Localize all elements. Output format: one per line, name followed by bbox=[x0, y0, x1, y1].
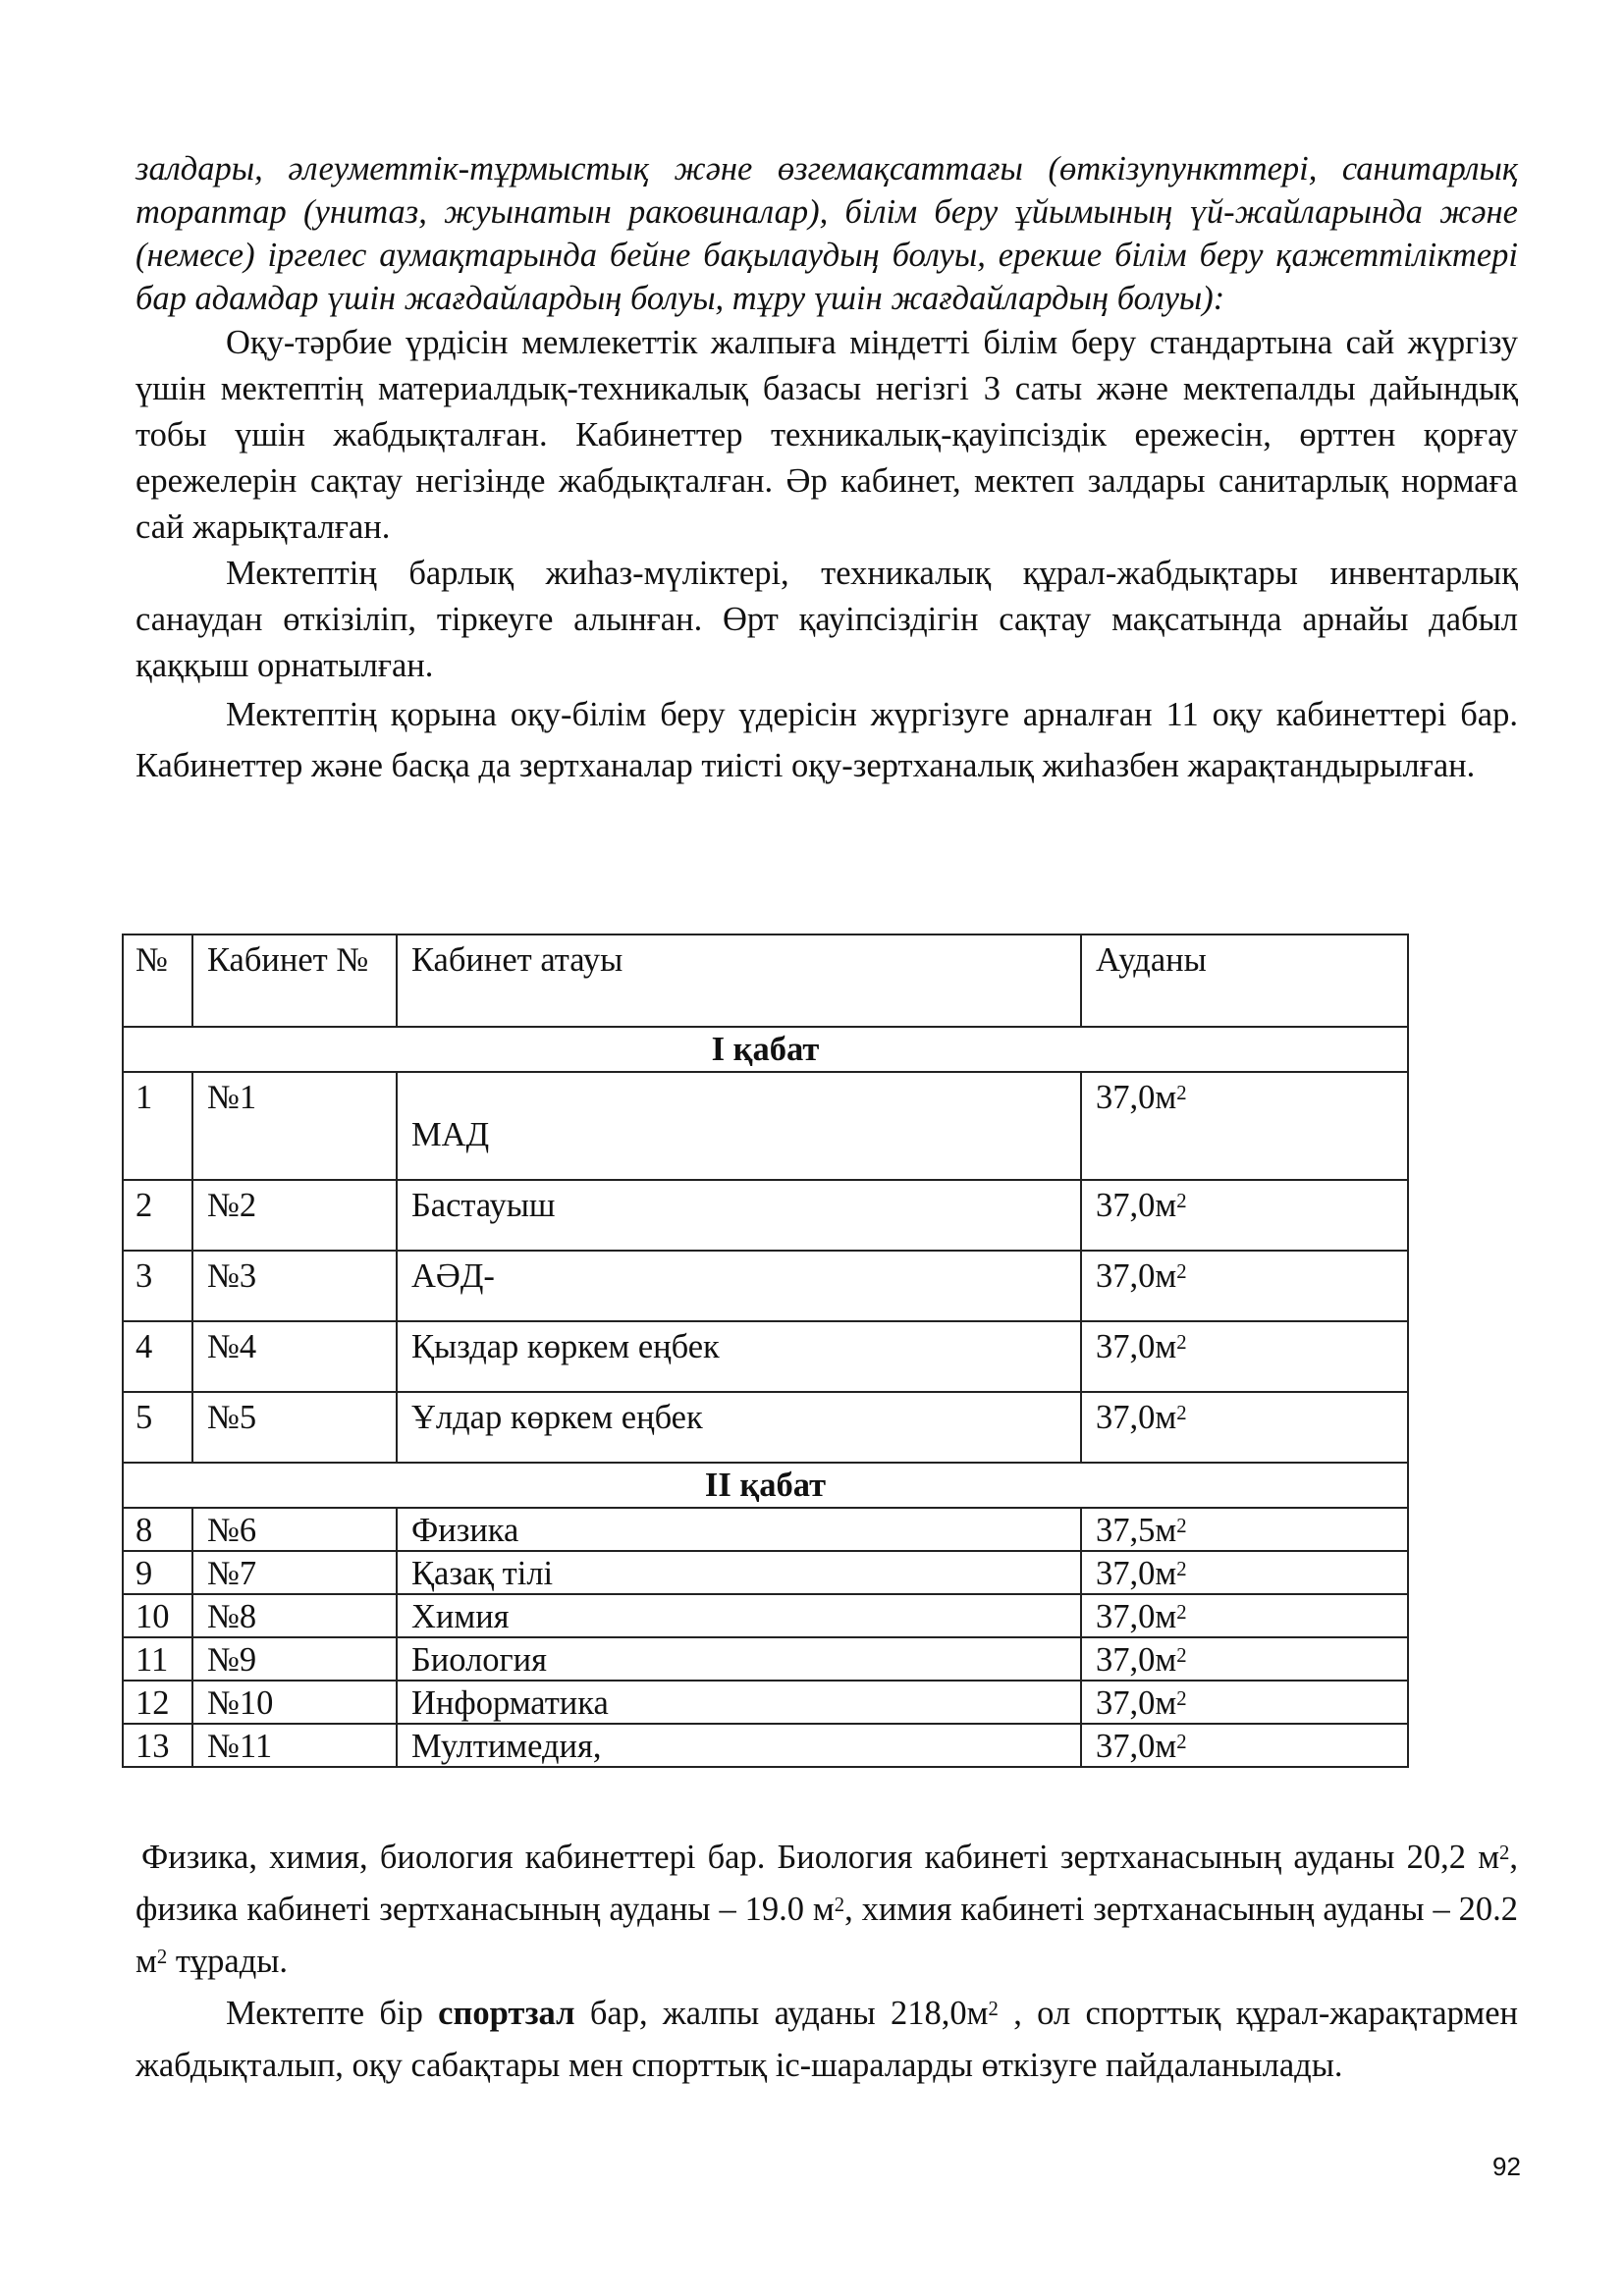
table-row bbox=[123, 1551, 1408, 1594]
sport-text-3: , ол спорттық құрал-жарақтармен жабдықталып, оқу сабақтары мен спорттық іс-шараларды өткізуге пайдаланылады. bbox=[135, 1995, 1518, 2084]
row-area bbox=[1081, 1180, 1408, 1251]
row-number: 11 bbox=[123, 1637, 192, 1681]
table-row bbox=[123, 1392, 1408, 1463]
row-number: 5 bbox=[123, 1392, 192, 1463]
header-area: Ауданы bbox=[1081, 934, 1408, 1027]
area-value: 37,0 bbox=[1096, 1555, 1156, 1592]
area-unit-power: 2 bbox=[1176, 1687, 1187, 1710]
table-row bbox=[123, 1072, 1408, 1180]
row-cabinet: №9 bbox=[192, 1637, 397, 1681]
header-cabinet-number: Кабинет № bbox=[192, 934, 397, 1027]
area-unit: м bbox=[1155, 1598, 1177, 1635]
row-name: Қыздар көркем еңбек bbox=[397, 1321, 1081, 1392]
area-unit-power: 2 bbox=[1176, 1190, 1187, 1212]
sport-text-2: бар, жалпы ауданы 218,0м bbox=[574, 1995, 989, 2032]
floor-row bbox=[123, 1027, 1408, 1072]
row-area bbox=[1081, 1508, 1408, 1551]
row-number: 2 bbox=[123, 1180, 192, 1251]
table-row bbox=[123, 1180, 1408, 1251]
labs-text-2: , физика кабинеті зертханасының ауданы – 19.0 м bbox=[135, 1839, 1518, 1928]
sport-text-1: Мектепте бір bbox=[226, 1995, 439, 2032]
cabinet-table bbox=[122, 934, 1409, 1768]
unit-power: 2 bbox=[1499, 1842, 1510, 1864]
area-value: 37,0 bbox=[1096, 1328, 1156, 1365]
sport-keyword: спортзал bbox=[438, 1995, 575, 2032]
header-cabinet-name: Кабинет атауы bbox=[397, 934, 1081, 1027]
row-area bbox=[1081, 1251, 1408, 1321]
row-name: Қазақ тілі bbox=[397, 1551, 1081, 1594]
row-area bbox=[1081, 1724, 1408, 1767]
row-name: Ұлдар көркем еңбек bbox=[397, 1392, 1081, 1463]
area-unit-power: 2 bbox=[1176, 1082, 1187, 1104]
row-name: Химия bbox=[397, 1594, 1081, 1637]
area-unit-power: 2 bbox=[1176, 1558, 1187, 1580]
paragraph-equipment: Оқу-тәрбие үрдісін мемлекеттік жалпыға міндетті білім беру стандартына сай жүргізу үшін мектептің материалдық-техникалық базасы негізгі 3 саты және мектепалды дайындық тобы үшін жабдықталған. Кабинеттер техникалық-қауіпсіздік ережесін, өрттен қорғау ережелерін сақтау негізінде жабдықталған. Әр кабинет, мектеп залдары санитарлық нормаға сай жарықталған. bbox=[135, 324, 1518, 546]
row-number: 9 bbox=[123, 1551, 192, 1594]
row-cabinet: №10 bbox=[192, 1681, 397, 1724]
area-value: 37,0 bbox=[1096, 1728, 1156, 1765]
area-unit: м bbox=[1155, 1187, 1177, 1224]
row-name: Информатика bbox=[397, 1681, 1081, 1724]
table-row bbox=[123, 1637, 1408, 1681]
unit-power: 2 bbox=[156, 1946, 168, 1968]
row-name: Мултимедия, bbox=[397, 1724, 1081, 1767]
unit-power: 2 bbox=[988, 1998, 999, 2020]
row-name: АӘД- bbox=[397, 1251, 1081, 1321]
row-cabinet: №6 bbox=[192, 1508, 397, 1551]
area-value: 37,0 bbox=[1096, 1684, 1156, 1722]
paragraph-intro: залдары, әлеуметтік-тұрмыстық және өзгемақсаттағы (өткізупункттері, санитарлық тораптар (унитаз, жуынатын раковиналар), білім беру ұйымының үй-жайларында және (немесе) іргелес аумақтарында бейне бақылаудың болуы, ерекше білім беру қажеттіліктері бар адамдар үшін жағдайлардың болуы, тұру үшін жағдайлардың болуы): bbox=[135, 150, 1518, 317]
row-cabinet: №3 bbox=[192, 1251, 397, 1321]
row-cabinet: №2 bbox=[192, 1180, 397, 1251]
table-row bbox=[123, 1321, 1408, 1392]
labs-text-4: тұрады. bbox=[167, 1943, 289, 1980]
unit-power: 2 bbox=[834, 1894, 845, 1916]
area-unit: м bbox=[1155, 1512, 1177, 1549]
row-area bbox=[1081, 1321, 1408, 1392]
area-unit: м bbox=[1155, 1641, 1177, 1679]
floor-1-label: I қабат bbox=[123, 1027, 1408, 1072]
row-cabinet: №1 bbox=[192, 1072, 397, 1180]
labs-text-1: Физика, химия, биология кабинеттері бар. Биология кабинеті зертханасының ауданы 20,2 м bbox=[141, 1839, 1500, 1876]
row-number: 3 bbox=[123, 1251, 192, 1321]
row-name: Физика bbox=[397, 1508, 1081, 1551]
table-header-row bbox=[123, 934, 1408, 1027]
page-number: 92 bbox=[1492, 2152, 1521, 2181]
paragraph-sportzal bbox=[135, 1988, 1518, 2092]
area-unit: м bbox=[1155, 1328, 1177, 1365]
paragraph-labs bbox=[135, 1832, 1518, 1988]
area-value: 37,0 bbox=[1096, 1079, 1156, 1116]
row-name: Бастауыш bbox=[397, 1180, 1081, 1251]
row-area bbox=[1081, 1392, 1408, 1463]
table-row bbox=[123, 1594, 1408, 1637]
table-row bbox=[123, 1724, 1408, 1767]
area-unit: м bbox=[1155, 1728, 1177, 1765]
table-row bbox=[123, 1508, 1408, 1551]
row-cabinet: №5 bbox=[192, 1392, 397, 1463]
labs-text-3: , химия кабинеті зертханасының ауданы – 20.2 м bbox=[135, 1891, 1518, 1980]
body-text bbox=[135, 147, 1518, 791]
row-name-text: МАД bbox=[411, 1116, 490, 1153]
row-number: 4 bbox=[123, 1321, 192, 1392]
row-area bbox=[1081, 1551, 1408, 1594]
row-area bbox=[1081, 1594, 1408, 1637]
area-unit: м bbox=[1155, 1684, 1177, 1722]
row-name bbox=[397, 1072, 1081, 1180]
area-unit-power: 2 bbox=[1176, 1260, 1187, 1283]
row-cabinet: №8 bbox=[192, 1594, 397, 1637]
area-unit-power: 2 bbox=[1176, 1601, 1187, 1624]
paragraph-inventory: Мектептің барлық жиһаз-мүліктері, техникалық құрал-жабдықтары инвентарлық санаудан өткізіліп, тіркеуге алынған. Өрт қауіпсіздігін сақтау мақсатында арнайы дабыл қаққыш орнатылған. bbox=[135, 555, 1518, 684]
row-number: 12 bbox=[123, 1681, 192, 1724]
row-name: Биология bbox=[397, 1637, 1081, 1681]
row-cabinet: №11 bbox=[192, 1724, 397, 1767]
row-area bbox=[1081, 1072, 1408, 1180]
area-value: 37,0 bbox=[1096, 1187, 1156, 1224]
row-number: 10 bbox=[123, 1594, 192, 1637]
area-value: 37,0 bbox=[1096, 1399, 1156, 1436]
area-unit: м bbox=[1155, 1257, 1177, 1295]
area-unit-power: 2 bbox=[1176, 1644, 1187, 1667]
floor-row bbox=[123, 1463, 1408, 1508]
row-cabinet: №7 bbox=[192, 1551, 397, 1594]
area-value: 37,0 bbox=[1096, 1598, 1156, 1635]
row-cabinet: №4 bbox=[192, 1321, 397, 1392]
row-number: 13 bbox=[123, 1724, 192, 1767]
row-area bbox=[1081, 1681, 1408, 1724]
area-unit-power: 2 bbox=[1176, 1402, 1187, 1424]
area-unit: м bbox=[1155, 1079, 1177, 1116]
closing-text bbox=[135, 1832, 1518, 2092]
table-row bbox=[123, 1681, 1408, 1724]
row-number: 8 bbox=[123, 1508, 192, 1551]
row-number: 1 bbox=[123, 1072, 192, 1180]
area-value: 37,0 bbox=[1096, 1641, 1156, 1679]
area-unit: м bbox=[1155, 1555, 1177, 1592]
floor-2-label: II қабат bbox=[123, 1463, 1408, 1508]
area-unit-power: 2 bbox=[1176, 1515, 1187, 1537]
row-area bbox=[1081, 1637, 1408, 1681]
area-value: 37,0 bbox=[1096, 1257, 1156, 1295]
area-unit-power: 2 bbox=[1176, 1331, 1187, 1354]
area-unit-power: 2 bbox=[1176, 1731, 1187, 1753]
header-number: № bbox=[123, 934, 192, 1027]
paragraph-cabinets: Мектептің қорына оқу-білім беру үдерісін жүргізуге арналған 11 оқу кабинеттері бар. Кабинеттер және басқа да зертханалар тиісті оқу-зертханалық жиһазбен жарақтандырылған. bbox=[135, 696, 1518, 784]
area-value: 37,5 bbox=[1096, 1512, 1156, 1549]
area-unit: м bbox=[1155, 1399, 1177, 1436]
table-row bbox=[123, 1251, 1408, 1321]
